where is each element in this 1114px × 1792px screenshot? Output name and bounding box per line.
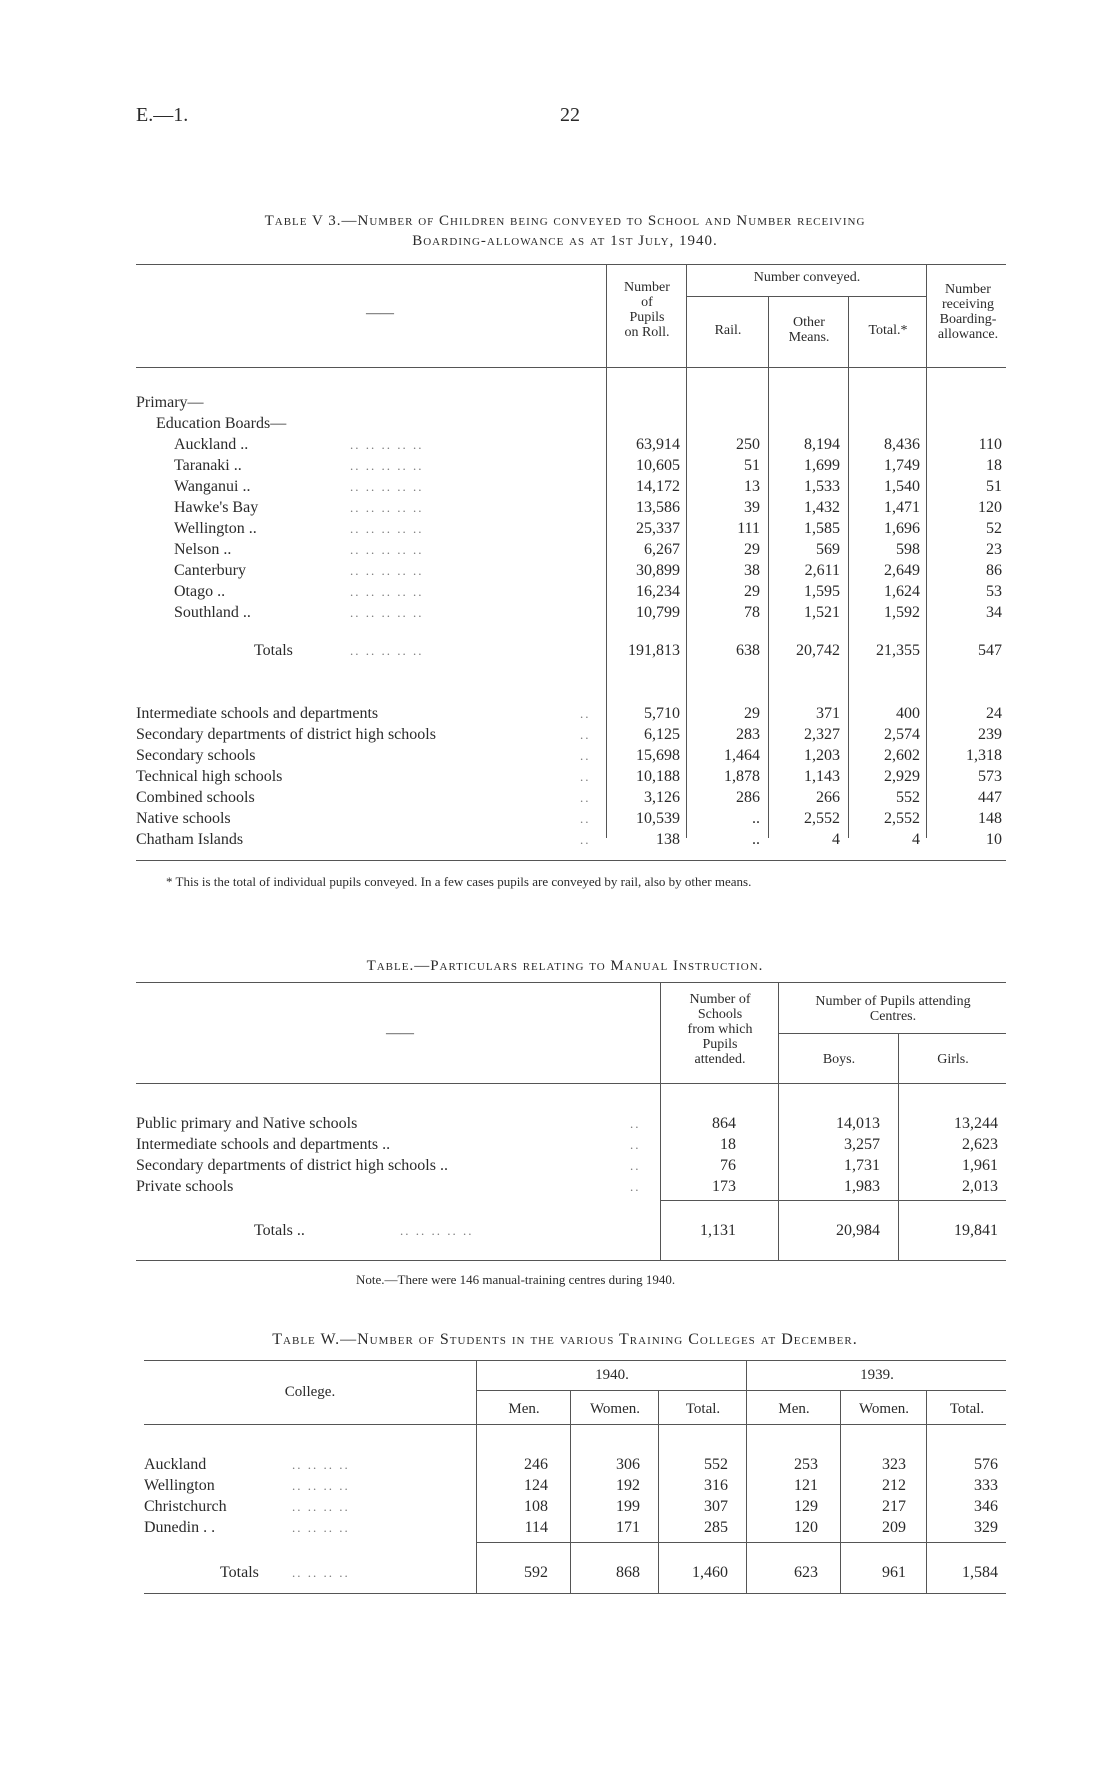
- cell-total: 400: [896, 705, 920, 722]
- cell-women-1939: 217: [882, 1498, 906, 1515]
- page-reference: E.—1.: [136, 104, 189, 126]
- group-primary: Primary—: [136, 394, 204, 411]
- cell-men-1940: 246: [524, 1456, 548, 1473]
- table-row: [0, 829, 1114, 850]
- table-row: [0, 434, 1114, 455]
- table-row: [0, 1176, 1114, 1197]
- cell-other-means: 8,194: [804, 436, 840, 453]
- cell-men-1939: 253: [794, 1456, 818, 1473]
- row-label: Wellington ..: [174, 520, 257, 537]
- cell-total: 2,574: [884, 726, 920, 743]
- cell-girls: 19,841: [954, 1222, 998, 1239]
- table-row: [0, 1113, 1114, 1134]
- cell-roll: 15,698: [636, 747, 680, 764]
- header-total: Total.*: [868, 323, 908, 338]
- cell-roll: 30,899: [636, 562, 680, 579]
- cell-roll: 191,813: [628, 642, 680, 659]
- cell-rail: ..: [752, 831, 760, 848]
- table-row: [0, 745, 1114, 766]
- cell-women-1939: 209: [882, 1519, 906, 1536]
- rule: [660, 1200, 1006, 1201]
- cell-roll: 10,605: [636, 457, 680, 474]
- cell-boys: 20,984: [836, 1222, 880, 1239]
- cell-men-1939: 120: [794, 1519, 818, 1536]
- table-row: [0, 476, 1114, 497]
- cell-men-1939: 129: [794, 1498, 818, 1515]
- cell-total: 4: [912, 831, 920, 848]
- stub-dash: ——: [386, 1026, 414, 1041]
- row-label: Totals: [254, 642, 293, 659]
- row-label: Secondary departments of district high schools ..: [136, 1157, 448, 1174]
- cell-rail: 111: [737, 520, 760, 537]
- leader-dots: .. .. .. .. ..: [350, 500, 424, 515]
- leader-dots: .. .. .. .. ..: [350, 521, 424, 536]
- cell-total: 1,624: [884, 583, 920, 600]
- cell-boarding: 110: [978, 436, 1002, 453]
- leader-dots: ..: [630, 1116, 641, 1131]
- cell-total: 2,602: [884, 747, 920, 764]
- cell-roll: 3,126: [644, 789, 680, 806]
- row-label: Intermediate schools and departments ..: [136, 1136, 391, 1153]
- cell-men-1940: 592: [524, 1564, 548, 1581]
- row-label: Otago ..: [174, 583, 226, 600]
- cell-boarding: 23: [986, 541, 1002, 558]
- cell-roll: 25,337: [636, 520, 680, 537]
- cell-men-1940: 114: [524, 1519, 548, 1536]
- table-row: [0, 518, 1114, 539]
- cell-rail: 1,464: [724, 747, 760, 764]
- rule: [144, 1360, 1006, 1361]
- leader-dots: .. .. .. ..: [292, 1499, 350, 1514]
- cell-other-means: 2,611: [804, 562, 840, 579]
- table-row: [0, 602, 1114, 623]
- cell-total-1940: 307: [704, 1498, 728, 1515]
- cell-boarding: 24: [986, 705, 1002, 722]
- cell-roll: 14,172: [636, 478, 680, 495]
- cell-rail: 29: [744, 583, 760, 600]
- rule: [136, 367, 1006, 368]
- row-label: Totals ..: [254, 1222, 305, 1239]
- cell-total: 2,649: [884, 562, 920, 579]
- cell-total-1939: 576: [974, 1456, 998, 1473]
- cell-total: 1,749: [884, 457, 920, 474]
- row-label: Canterbury: [174, 562, 246, 579]
- cell-total-1940: 1,460: [692, 1564, 728, 1581]
- row-label: Native schools: [136, 810, 231, 827]
- cell-roll: 63,914: [636, 436, 680, 453]
- cell-other-means: 1,203: [804, 747, 840, 764]
- totals-row: [0, 1220, 1114, 1241]
- cell-schools: 76: [720, 1157, 736, 1174]
- header-other-means: Other Means.: [788, 315, 830, 345]
- cell-rail: 286: [736, 789, 760, 806]
- cell-boarding: 86: [986, 562, 1002, 579]
- rule: [136, 1083, 1006, 1084]
- cell-rail: 1,878: [724, 768, 760, 785]
- row-label: Totals: [220, 1564, 259, 1581]
- cell-women-1940: 192: [616, 1477, 640, 1494]
- cell-women-1940: 306: [616, 1456, 640, 1473]
- leader-dots: ..: [630, 1158, 641, 1173]
- row-label: Nelson ..: [174, 541, 232, 558]
- cell-other-means: 569: [816, 541, 840, 558]
- cell-rail: 250: [736, 436, 760, 453]
- cell-women-1940: 171: [616, 1519, 640, 1536]
- leader-dots: ..: [580, 769, 591, 784]
- header-attending: Number of Pupils attending Centres.: [815, 994, 971, 1024]
- header-roll: Number of Pupils on Roll.: [624, 280, 670, 340]
- cell-other-means: 1,585: [804, 520, 840, 537]
- cell-boarding: 573: [978, 768, 1002, 785]
- table-v3-title-line2: Boarding-allowance as at 1st July, 1940.: [412, 233, 718, 249]
- leader-dots: ..: [580, 727, 591, 742]
- cell-schools: 18: [720, 1136, 736, 1153]
- cell-other-means: 266: [816, 789, 840, 806]
- table-row: [0, 703, 1114, 724]
- cell-boarding: 148: [978, 810, 1002, 827]
- cell-schools: 173: [712, 1178, 736, 1195]
- cell-other-means: 20,742: [796, 642, 840, 659]
- header-total-1940: Total.: [685, 1401, 721, 1417]
- cell-other-means: 1,533: [804, 478, 840, 495]
- cell-boys: 14,013: [836, 1115, 880, 1132]
- header-boarding: Number receiving Boarding- allowance.: [937, 282, 999, 342]
- table-row: [0, 581, 1114, 602]
- table-row: [0, 808, 1114, 829]
- cell-other-means: 1,595: [804, 583, 840, 600]
- cell-rail: 29: [744, 705, 760, 722]
- header-women-1940: Women.: [589, 1401, 641, 1417]
- cell-rail: 13: [744, 478, 760, 495]
- row-label: Public primary and Native schools: [136, 1115, 358, 1132]
- totals-row: [0, 1562, 1114, 1583]
- cell-women-1940: 868: [616, 1564, 640, 1581]
- cell-men-1940: 124: [524, 1477, 548, 1494]
- cell-boarding: 239: [978, 726, 1002, 743]
- table-w-title: Table W.—Number of Students in the various Training Colleges at December.: [272, 1331, 858, 1348]
- row-label: Intermediate schools and departments: [136, 705, 379, 722]
- manual-note: Note.—There were 146 manual-training centres during 1940.: [356, 1272, 676, 1287]
- header-girls: Girls.: [937, 1052, 969, 1067]
- leader-dots: .. .. .. .. ..: [350, 643, 424, 658]
- cell-roll: 16,234: [636, 583, 680, 600]
- row-label: Wanganui ..: [174, 478, 251, 495]
- row-label: Secondary departments of district high schools: [136, 726, 436, 743]
- cell-rail: 38: [744, 562, 760, 579]
- cell-total: 552: [896, 789, 920, 806]
- cell-rail: 39: [744, 499, 760, 516]
- cell-boys: 3,257: [844, 1136, 880, 1153]
- leader-dots: .. .. .. .. ..: [350, 584, 424, 599]
- cell-girls: 1,961: [962, 1157, 998, 1174]
- cell-women-1939: 323: [882, 1456, 906, 1473]
- cell-boys: 1,731: [844, 1157, 880, 1174]
- cell-boarding: 547: [978, 642, 1002, 659]
- table-v3-title-line1: Table V 3.—Number of Children being conveyed to School and Number receiving: [264, 213, 866, 229]
- page-number: 22: [560, 104, 580, 126]
- cell-girls: 13,244: [954, 1115, 998, 1132]
- header-men-1940: Men.: [508, 1401, 540, 1417]
- cell-total: 21,355: [876, 642, 920, 659]
- cell-total: 1,471: [884, 499, 920, 516]
- cell-women-1939: 212: [882, 1477, 906, 1494]
- header-college: College.: [284, 1384, 336, 1400]
- table-row: [0, 787, 1114, 808]
- leader-dots: .. .. .. .. ..: [350, 437, 424, 452]
- cell-boys: 1,983: [844, 1178, 880, 1195]
- header-women-1939: Women.: [858, 1401, 910, 1417]
- table-row: [0, 1134, 1114, 1155]
- cell-boarding: 51: [986, 478, 1002, 495]
- cell-other-means: 1,432: [804, 499, 840, 516]
- rule: [144, 1424, 1006, 1425]
- row-label: Hawke's Bay: [174, 499, 259, 516]
- rule: [136, 982, 1006, 983]
- header-boys: Boys.: [822, 1052, 856, 1067]
- cell-boarding: 10: [986, 831, 1002, 848]
- row-label: Combined schools: [136, 789, 255, 806]
- cell-women-1940: 199: [616, 1498, 640, 1515]
- cell-total: 1,696: [884, 520, 920, 537]
- header-year-1940: 1940.: [595, 1367, 629, 1383]
- cell-other-means: 1,699: [804, 457, 840, 474]
- row-label: Southland ..: [174, 604, 251, 621]
- leader-dots: ..: [580, 811, 591, 826]
- cell-roll: 10,188: [636, 768, 680, 785]
- leader-dots: .. .. .. ..: [292, 1520, 350, 1535]
- rule: [778, 1033, 1006, 1034]
- header-rail: Rail.: [714, 323, 742, 338]
- totals-row: [0, 640, 1114, 661]
- cell-total-1939: 346: [974, 1498, 998, 1515]
- cell-total: 1,540: [884, 478, 920, 495]
- header-conveyed: Number conveyed.: [753, 270, 861, 285]
- table-row: [0, 1454, 1114, 1475]
- stub-dash: ——: [366, 306, 394, 321]
- cell-boarding: 447: [978, 789, 1002, 806]
- leader-dots: .. .. .. ..: [292, 1457, 350, 1472]
- row-label: Christchurch: [144, 1498, 227, 1515]
- rule: [136, 1260, 1006, 1261]
- rule: [136, 860, 1006, 861]
- cell-other-means: 1,521: [804, 604, 840, 621]
- cell-women-1939: 961: [882, 1564, 906, 1581]
- cell-total: 8,436: [884, 436, 920, 453]
- table-row: [0, 539, 1114, 560]
- cell-roll: 5,710: [644, 705, 680, 722]
- cell-boarding: 120: [978, 499, 1002, 516]
- cell-roll: 138: [656, 831, 680, 848]
- leader-dots: ..: [580, 790, 591, 805]
- leader-dots: ..: [630, 1179, 641, 1194]
- leader-dots: .. .. .. .. ..: [350, 479, 424, 494]
- cell-other-means: 2,327: [804, 726, 840, 743]
- cell-rail: 638: [736, 642, 760, 659]
- cell-men-1939: 623: [794, 1564, 818, 1581]
- cell-rail: 283: [736, 726, 760, 743]
- header-year-1939: 1939.: [860, 1367, 894, 1383]
- cell-roll: 6,125: [644, 726, 680, 743]
- cell-schools: 1,131: [700, 1222, 736, 1239]
- cell-roll: 13,586: [636, 499, 680, 516]
- leader-dots: .. .. .. .. ..: [350, 605, 424, 620]
- leader-dots: .. .. .. .. ..: [350, 542, 424, 557]
- cell-men-1940: 108: [524, 1498, 548, 1515]
- cell-boarding: 1,318: [966, 747, 1002, 764]
- cell-men-1939: 121: [794, 1477, 818, 1494]
- header-schools: Number of Schools from which Pupils attended.: [687, 992, 753, 1067]
- table-row: [0, 497, 1114, 518]
- cell-roll: 10,799: [636, 604, 680, 621]
- row-label: Technical high schools: [136, 768, 283, 785]
- cell-total-1940: 285: [704, 1519, 728, 1536]
- cell-rail: 29: [744, 541, 760, 558]
- rule: [144, 1593, 1006, 1594]
- cell-boarding: 34: [986, 604, 1002, 621]
- row-label: Wellington: [144, 1477, 215, 1494]
- cell-boarding: 52: [986, 520, 1002, 537]
- cell-boarding: 18: [986, 457, 1002, 474]
- cell-other-means: 1,143: [804, 768, 840, 785]
- cell-girls: 2,013: [962, 1178, 998, 1195]
- cell-rail: 51: [744, 457, 760, 474]
- group-education-boards: Education Boards—: [156, 415, 287, 432]
- leader-dots: .. .. .. .. ..: [400, 1223, 474, 1238]
- cell-other-means: 2,552: [804, 810, 840, 827]
- cell-total-1939: 333: [974, 1477, 998, 1494]
- cell-total: 1,592: [884, 604, 920, 621]
- row-label: Taranaki ..: [174, 457, 242, 474]
- leader-dots: .. .. .. ..: [292, 1565, 350, 1580]
- table-row: [0, 455, 1114, 476]
- cell-schools: 864: [712, 1115, 736, 1132]
- header-men-1939: Men.: [778, 1401, 810, 1417]
- leader-dots: ..: [580, 706, 591, 721]
- leader-dots: .. .. .. ..: [292, 1478, 350, 1493]
- cell-total-1939: 1,584: [962, 1564, 998, 1581]
- cell-total: 2,552: [884, 810, 920, 827]
- cell-boarding: 53: [986, 583, 1002, 600]
- table-row: [0, 766, 1114, 787]
- row-label: Auckland: [144, 1456, 207, 1473]
- header-total-1939: Total.: [949, 1401, 985, 1417]
- cell-total: 598: [896, 541, 920, 558]
- row-label: Private schools: [136, 1178, 234, 1195]
- row-label: Auckland ..: [174, 436, 249, 453]
- table-row: [0, 560, 1114, 581]
- leader-dots: .. .. .. .. ..: [350, 563, 424, 578]
- table-row: [0, 1475, 1114, 1496]
- cell-total: 2,929: [884, 768, 920, 785]
- row-label: Dunedin . .: [144, 1519, 216, 1536]
- leader-dots: .. .. .. .. ..: [350, 458, 424, 473]
- cell-roll: 6,267: [644, 541, 680, 558]
- cell-total-1939: 329: [974, 1519, 998, 1536]
- table-row: [0, 1517, 1114, 1538]
- rule: [136, 264, 1006, 265]
- table-manual-title: Table.—Particulars relating to Manual Instruction.: [366, 958, 764, 974]
- rule: [686, 296, 926, 297]
- cell-rail: 78: [744, 604, 760, 621]
- cell-other-means: 371: [816, 705, 840, 722]
- cell-roll: 10,539: [636, 810, 680, 827]
- row-label: Chatham Islands: [136, 831, 244, 848]
- leader-dots: ..: [580, 832, 591, 847]
- table-row: [0, 1496, 1114, 1517]
- leader-dots: ..: [630, 1137, 641, 1152]
- cell-total-1940: 316: [704, 1477, 728, 1494]
- cell-other-means: 4: [832, 831, 840, 848]
- table-row: [0, 724, 1114, 745]
- table-v3-footnote: * This is the total of individual pupils conveyed. In a few cases pupils are conveyed by rail, also by other means.: [166, 874, 752, 889]
- cell-rail: ..: [752, 810, 760, 827]
- row-label: Secondary schools: [136, 747, 256, 764]
- leader-dots: ..: [580, 748, 591, 763]
- cell-total-1940: 552: [704, 1456, 728, 1473]
- cell-girls: 2,623: [962, 1136, 998, 1153]
- table-row: [0, 1155, 1114, 1176]
